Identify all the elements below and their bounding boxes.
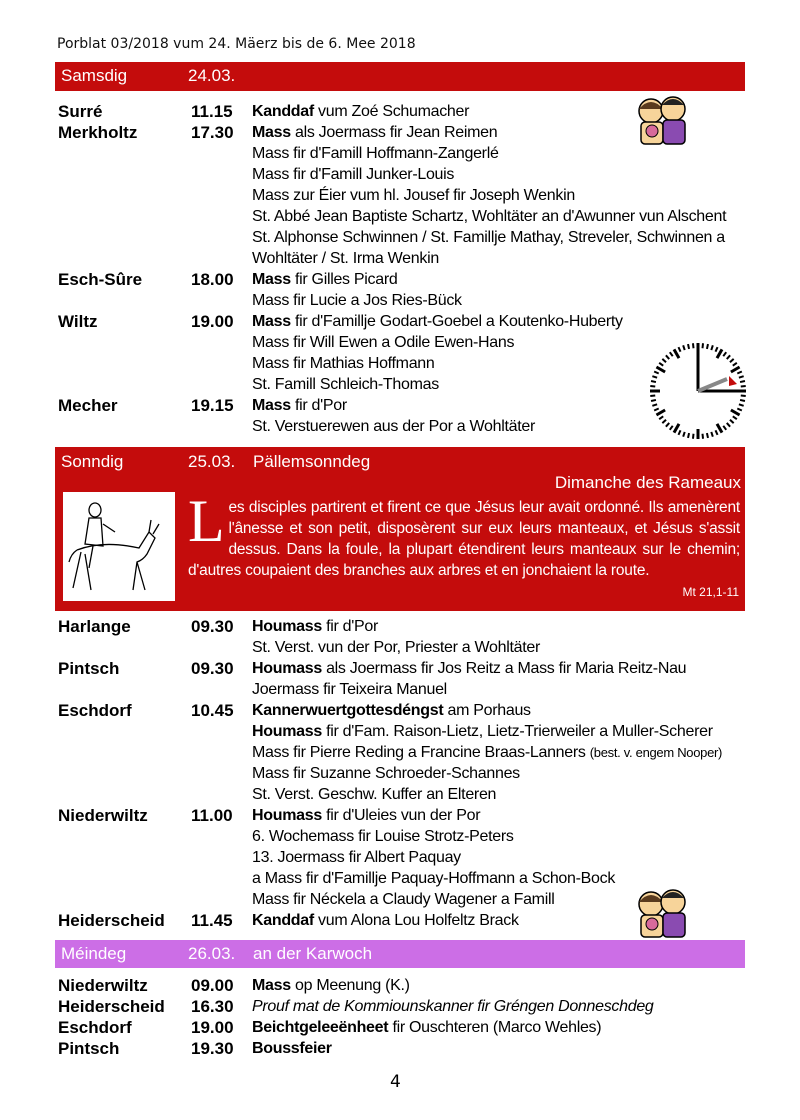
schedule-description	[252, 248, 439, 269]
schedule-place: Harlange	[58, 617, 131, 636]
clock-tick	[730, 420, 734, 423]
schedule-place: Merkholtz	[58, 123, 138, 142]
schedule-row	[55, 248, 755, 269]
clock-tick	[739, 376, 744, 378]
schedule-description	[252, 101, 469, 122]
clock-tick	[715, 430, 717, 435]
clock-tick	[670, 352, 673, 356]
schedule-description	[252, 374, 439, 395]
schedule-place: Surré	[58, 102, 103, 121]
service-type: Mass	[252, 313, 291, 330]
schedule-description	[252, 721, 713, 742]
schedule-row	[55, 847, 755, 868]
service-details: fir Ouschteren (Marco Wehles)	[388, 1019, 602, 1036]
schedule-description	[252, 122, 497, 143]
clock-tick	[651, 400, 656, 401]
service-note: (best. v. engem Nooper)	[589, 745, 723, 760]
saturday-band	[55, 62, 745, 91]
schedule-description	[252, 742, 722, 763]
service-type: Kanddaf	[252, 912, 314, 929]
schedule-row	[55, 1038, 755, 1059]
service-type: Mass	[252, 397, 291, 414]
schedule-row	[55, 826, 755, 847]
schedule-time: 19.00	[191, 312, 234, 331]
sunday-date: 25.03.	[188, 452, 236, 471]
sunday-day: Sonndig	[61, 452, 124, 471]
service-type: Houmass	[252, 723, 322, 740]
schedule-time: 09.30	[191, 617, 234, 636]
monday-day: Méindeg	[61, 944, 127, 963]
schedule-description	[252, 185, 575, 206]
schedule-row	[55, 700, 755, 721]
schedule-time: 19.00	[191, 1018, 234, 1037]
clock-tick	[739, 404, 744, 406]
clock-tick	[715, 347, 717, 352]
clock-tick	[670, 426, 673, 430]
schedule-place: Esch-Sûre	[58, 270, 143, 289]
monday-band	[55, 940, 745, 968]
service-type: Houmass	[252, 660, 322, 677]
service-type: Kanddaf	[252, 103, 314, 120]
service-details: fir Gilles Picard	[290, 271, 398, 288]
service-details: vum Alona Lou Holfeltz Brack	[313, 912, 519, 929]
schedule-row	[55, 658, 755, 679]
schedule-description	[252, 395, 347, 416]
service-type: Houmass	[252, 618, 322, 635]
schedule-row	[55, 637, 755, 658]
schedule-description	[252, 332, 514, 353]
clock-tick	[678, 430, 680, 435]
schedule-row	[55, 679, 755, 700]
schedule-description	[252, 616, 378, 637]
schedule-description	[252, 763, 520, 784]
schedule-time: 09.00	[191, 976, 234, 995]
service-type: Mass	[252, 271, 291, 288]
schedule-row	[55, 206, 755, 227]
clock-tick	[688, 433, 689, 438]
service-details: am Porhaus	[443, 702, 531, 719]
service-details: St. Alphonse Schwinnen / St. Famillje Mathay, Streveler, Schwinnen a	[252, 229, 725, 246]
clock-tick	[656, 410, 665, 415]
schedule-description	[252, 353, 435, 374]
service-details: fir d'Fam. Raison-Lietz, Lietz-Trierweiler a Muller-Scherer	[321, 723, 713, 740]
service-details: 13. Joermass fir Albert Paquay	[252, 849, 461, 866]
clock-tick	[727, 355, 730, 359]
schedule-description	[252, 910, 519, 931]
sunday-feast: Pällemsonndeg	[253, 452, 371, 471]
page-header: Porblat 03/2018 vum 24. Mäerz bis de 6. Mee 2018	[57, 36, 416, 52]
schedule-description	[252, 1038, 332, 1059]
clock-tick	[711, 432, 713, 437]
schedule-row	[55, 290, 755, 311]
schedule-place: Mecher	[58, 396, 118, 415]
service-italic: Prouf mat de Kommiounskanner fir Gréngen Donneschdeg	[252, 998, 654, 1015]
service-type: Kannerwuertgottesdéngst	[252, 702, 444, 719]
clock-tick	[731, 410, 740, 415]
schedule-description	[252, 658, 686, 679]
clock-tick	[654, 371, 659, 373]
schedule-description	[252, 679, 447, 700]
clock-tick	[731, 367, 740, 372]
clock-tick	[656, 367, 665, 372]
schedule-place: Eschdorf	[58, 1018, 132, 1037]
sunday-band	[55, 447, 745, 611]
service-details: Joermass fir Teixeira Manuel	[252, 681, 447, 698]
schedule-place: Pintsch	[58, 1039, 120, 1058]
service-details: 6. Wochemass fir Louise Strotz-Peters	[252, 828, 514, 845]
schedule-row	[55, 269, 755, 290]
clock-tick	[740, 381, 745, 382]
schedule-time: 19.30	[191, 1039, 234, 1058]
service-details: als Joermass fir Jean Reimen	[290, 124, 498, 141]
schedule-description	[252, 290, 462, 311]
service-details: St. Verst. vun der Por, Priester a Wohltäter	[252, 639, 540, 656]
service-details: Mass fir Lucie a Jos Ries-Bück	[252, 292, 462, 309]
clock-tick	[693, 343, 694, 348]
schedule-description	[252, 637, 540, 658]
schedule-place: Wiltz	[58, 312, 98, 331]
clock-tick	[666, 423, 669, 427]
gospel-quote	[188, 488, 740, 581]
service-details: Mass fir Mathias Hoffmann	[252, 355, 435, 372]
clock-tick	[707, 344, 708, 349]
clock-tick	[733, 363, 737, 366]
clock-tick	[723, 426, 726, 430]
schedule-row	[55, 996, 755, 1017]
clock-tick	[652, 404, 657, 406]
schedule-time: 19.15	[191, 396, 234, 415]
clock-tick	[654, 408, 659, 410]
service-details: fir d'Uleies vun der Por	[321, 807, 481, 824]
service-details: St. Verstuerewen aus der Por a Wohltäter	[252, 418, 535, 435]
clock-tick	[674, 349, 679, 358]
schedule-description	[252, 784, 496, 805]
clock-tick	[717, 349, 722, 358]
service-type: Boussfeier	[252, 1040, 332, 1057]
clock-tick	[711, 345, 713, 350]
clock-tick	[723, 352, 726, 356]
clock-tick	[741, 386, 746, 387]
clock-tick	[666, 355, 669, 359]
clock-tick	[707, 433, 708, 438]
schedule-place: Pintsch	[58, 659, 120, 678]
saturday-day: Samsdig	[61, 66, 128, 85]
schedule-description	[252, 311, 623, 332]
service-details: fir d'Por	[321, 618, 379, 635]
baptism-couple-icon	[633, 95, 695, 147]
schedule-place: Eschdorf	[58, 701, 132, 720]
baptism-couple-icon	[633, 888, 695, 940]
schedule-description	[252, 975, 410, 996]
schedule-place: Niederwiltz	[58, 976, 148, 995]
monday-schedule	[55, 975, 755, 1059]
schedule-row	[55, 784, 755, 805]
service-details: op Meenung (K.)	[290, 977, 410, 994]
clock-tick	[678, 347, 680, 352]
service-details: Mass fir d'Famill Junker-Louis	[252, 166, 455, 183]
schedule-time: 11.00	[191, 806, 233, 825]
clock-tick	[727, 423, 730, 427]
schedule-row	[55, 868, 755, 889]
clock-tick	[730, 359, 734, 362]
saturday-date: 24.03.	[188, 66, 236, 85]
service-type: Beichtgeleeënheet	[252, 1019, 389, 1036]
clock-tick	[650, 395, 655, 396]
clock-tick	[659, 363, 663, 366]
service-details: a Mass fir d'Famillje Paquay-Hoffmann a Schon-Bock	[252, 870, 616, 887]
service-details: Mass fir Néckela a Claudy Wagener a Famill	[252, 891, 555, 908]
quote-dropcap: L	[188, 488, 225, 554]
schedule-time: 16.30	[191, 997, 234, 1016]
schedule-description	[252, 143, 499, 164]
schedule-description	[252, 164, 454, 185]
clock-tick	[737, 408, 742, 410]
service-details: Wohltäter / St. Irma Wenkin	[252, 250, 439, 267]
service-details: Mass fir Suzanne Schroeder-Schannes	[252, 765, 520, 782]
schedule-description	[252, 227, 725, 248]
service-type: Houmass	[252, 807, 322, 824]
schedule-time: 18.00	[191, 270, 234, 289]
clock-tick	[702, 343, 703, 348]
schedule-row	[55, 805, 755, 826]
jesus-on-donkey-icon	[63, 492, 175, 601]
schedule-description	[252, 868, 615, 889]
clock-tick	[693, 434, 694, 439]
clock-tick	[674, 424, 679, 433]
clock-tick	[650, 386, 655, 387]
clock-tick	[651, 381, 656, 382]
service-details: Mass fir Will Ewen a Odile Ewen-Hans	[252, 334, 515, 351]
schedule-row	[55, 1017, 755, 1038]
sunday-schedule	[55, 616, 755, 931]
service-details: Mass zur Éier vum hl. Jousef fir Joseph Wenkin	[252, 187, 575, 204]
quote-reference: Mt 21,1-11	[682, 585, 739, 599]
schedule-time: 17.30	[191, 123, 234, 142]
schedule-row	[55, 616, 755, 637]
clock-tick	[688, 344, 689, 349]
schedule-row	[55, 227, 755, 248]
schedule-row	[55, 975, 755, 996]
clock-tick	[702, 434, 703, 439]
monday-date: 26.03.	[188, 944, 236, 963]
clock-tick	[737, 371, 742, 373]
schedule-description	[252, 269, 397, 290]
schedule-time: 11.15	[191, 102, 233, 121]
service-details: fir d'Por	[290, 397, 347, 414]
schedule-row	[55, 185, 755, 206]
service-details: St. Verst. Geschw. Kuffer an Elteren	[252, 786, 497, 803]
schedule-time: 11.45	[191, 911, 233, 930]
service-details: vum Zoé Schumacher	[313, 103, 470, 120]
schedule-time: 10.45	[191, 701, 234, 720]
schedule-row	[55, 742, 755, 763]
service-details: als Joermass fir Jos Reitz a Mass fir Maria Reitz-Nau	[321, 660, 687, 677]
schedule-description	[252, 889, 554, 910]
service-details: Mass fir Pierre Reding a Francine Braas-Lanners	[252, 744, 590, 761]
schedule-row	[55, 763, 755, 784]
service-details: St. Abbé Jean Baptiste Schartz, Wohltäter an d'Awunner vun Alschent	[252, 208, 727, 225]
clock-tick	[741, 395, 746, 396]
service-type: Mass	[252, 124, 291, 141]
schedule-row	[55, 721, 755, 742]
schedule-place: Heiderscheid	[58, 997, 165, 1016]
clock-tick	[662, 359, 666, 362]
clock-tick	[652, 376, 657, 378]
clock-tick	[733, 416, 737, 419]
schedule-time: 09.30	[191, 659, 234, 678]
clock-icon	[647, 340, 749, 442]
monday-feast: an der Karwoch	[253, 944, 373, 963]
schedule-description	[252, 700, 531, 721]
quote-text: es disciples partirent et firent ce que Jésus leur avait ordonné. Ils amenèrent l'ânesse et son petit, disposèrent sur eux leurs manteaux, et Jésus s'assit dessus. Dans la foule, la plupart étendirent leurs manteaux sur le chemin; d'autres coupaient des branches aux arbres et en jonchaient la route.	[188, 499, 740, 579]
clock-tick	[662, 420, 666, 423]
schedule-description	[252, 847, 461, 868]
service-details: St. Famill Schleich-Thomas	[252, 376, 439, 393]
schedule-description	[252, 1017, 601, 1038]
schedule-row	[55, 311, 755, 332]
sunday-feast-fr: Dimanche des Rameaux	[554, 473, 741, 492]
service-details: Mass fir d'Famill Hoffmann-Zangerlé	[252, 145, 499, 162]
schedule-place: Heiderscheid	[58, 911, 165, 930]
clock-tick	[717, 424, 722, 433]
service-details: fir d'Famillje Godart-Goebel a Koutenko-Huberty	[290, 313, 623, 330]
schedule-row	[55, 164, 755, 185]
clock-tick	[659, 416, 663, 419]
schedule-description	[252, 996, 654, 1017]
clock-tick	[683, 345, 685, 350]
service-type: Mass	[252, 977, 291, 994]
schedule-description	[252, 206, 726, 227]
schedule-description	[252, 416, 535, 437]
clock-tick	[683, 432, 685, 437]
page-number: 4	[390, 1072, 401, 1092]
schedule-description	[252, 805, 480, 826]
schedule-place: Niederwiltz	[58, 806, 148, 825]
clock-tick	[740, 400, 745, 401]
schedule-description	[252, 826, 514, 847]
